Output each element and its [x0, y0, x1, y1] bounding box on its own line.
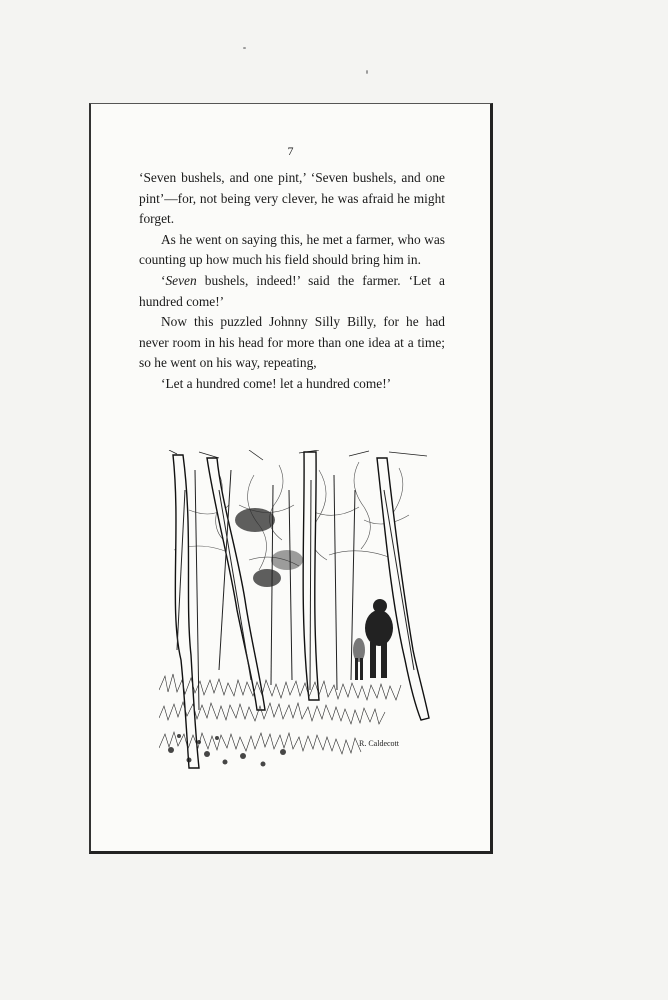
- paper-speck: [243, 47, 246, 49]
- paragraph-1: ‘Seven bushels, and one pint,’ ‘Seven bushels, and one pint’—for, not being very clever, he was afraid he might forget.: [139, 170, 445, 227]
- woodland-illustration: [159, 450, 434, 775]
- paper-speck: [366, 70, 368, 74]
- paragraph-3: ‘Seven bushels, indeed!’ said the farmer. ‘Let a hundred come!’: [139, 272, 445, 309]
- page-number: 7: [287, 144, 294, 158]
- paragraph-4: Now this puzzled Johnny Silly Billy, for he had never room in his head for more than one idea at a time; so he went on his way, repeating,: [139, 314, 445, 371]
- emphasis-word: Seven: [165, 272, 197, 288]
- body-text: [139, 168, 445, 395]
- artist-signature: R. Caldecott: [359, 739, 399, 748]
- paragraph-2: As he went on saying this, he met a farmer, who was counting up how much his field should bring him in.: [139, 231, 445, 268]
- book-page: [89, 103, 493, 854]
- paragraph-5: ‘Let a hundred come! let a hundred come!’: [161, 375, 392, 391]
